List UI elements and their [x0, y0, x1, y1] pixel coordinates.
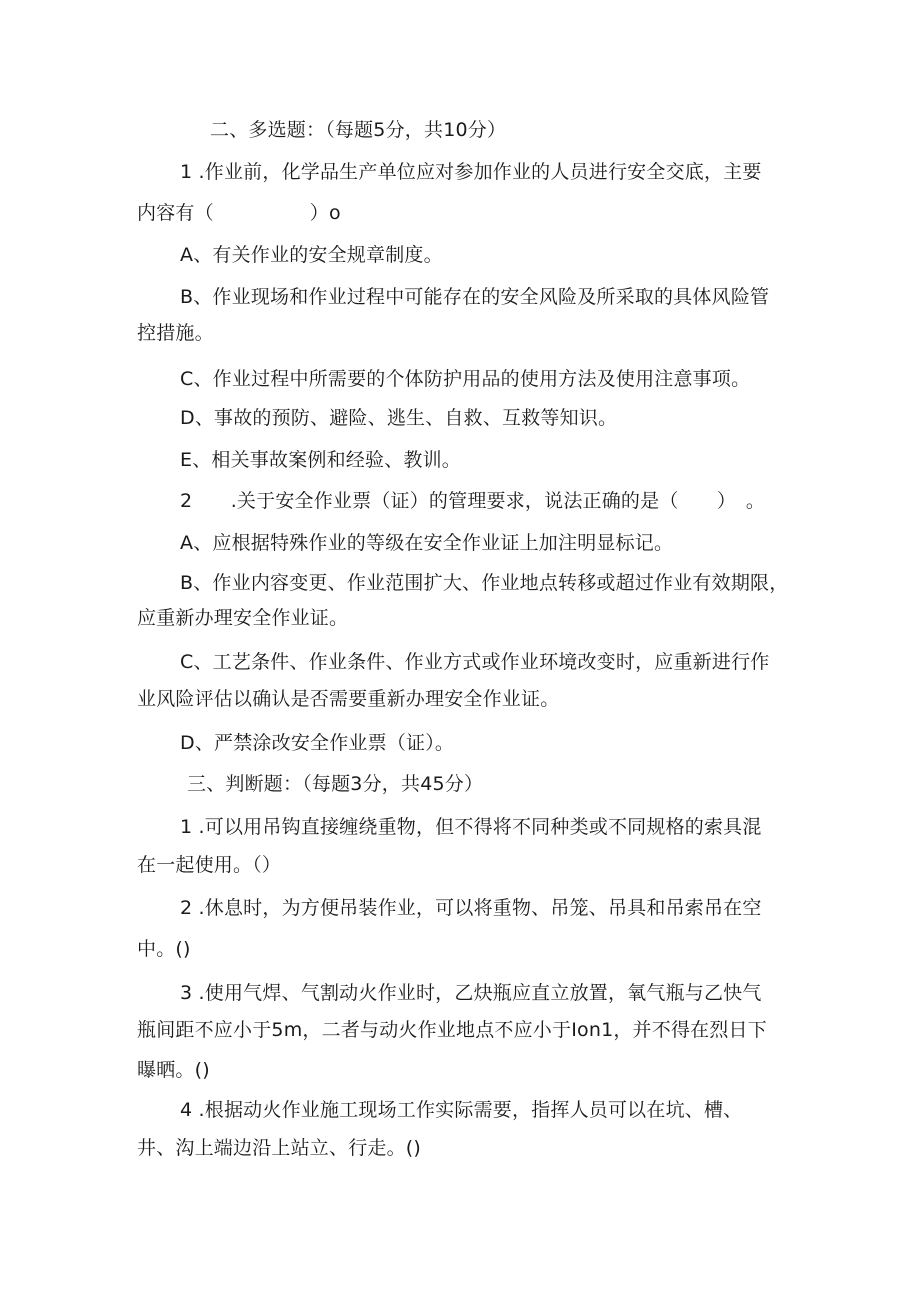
question-2-option-d: D、严禁涂改安全作业票（证）。 [180, 732, 455, 754]
question-1-text-line-2: 内容有（ ）o [137, 202, 341, 224]
judge-item-4-line-1: 4 .根据动火作业施工现场工作实际需要，指挥人员可以在坑、槽、 [180, 1099, 743, 1121]
question-2-option-c-line-2: 业风险评估以确认是否需要重新办理安全作业证。 [137, 688, 560, 710]
question-1-option-b-line-1: B、作业现场和作业过程中可能存在的安全风险及所采取的具体风险管 [180, 286, 770, 308]
question-2-option-b-line-1: B、作业内容变更、作业范围扩大、作业地点转移或超过作业有效期限， [180, 572, 789, 594]
question-1-option-e: E、相关事故案例和经验、教训。 [180, 449, 462, 471]
question-2-text: 2 .关于安全作业票（证）的管理要求，说法正确的是（ ） 。 [180, 490, 766, 512]
judge-item-2-line-2: 中。() [137, 938, 191, 960]
section-heading-true-false: 三、判断题：（每题3分，共45分） [187, 773, 484, 795]
judge-item-2-line-1: 2 .休息时，为方便吊装作业，可以将重物、吊笼、吊具和吊索吊在空 [180, 897, 762, 919]
question-1-option-d: D、事故的预防、避险、逃生、自救、互救等知识。 [180, 407, 618, 429]
judge-item-3-line-1: 3 .使用气焊、气割动火作业时，乙炔瓶应直立放置，氧气瓶与乙快气 [180, 982, 762, 1004]
question-2-option-a: A、应根据特殊作业的等级在安全作业证上加注明显标记。 [180, 532, 674, 554]
question-2-option-b-line-2: 应重新办理安全作业证。 [137, 607, 349, 629]
question-2-option-c-line-1: C、工艺条件、作业条件、作业方式或作业环境改变时，应重新进行作 [180, 651, 770, 673]
question-1-option-b-line-2: 控措施。 [137, 322, 214, 344]
question-1-option-c: C、作业过程中所需要的个体防护用品的使用方法及使用注意事项。 [180, 368, 751, 390]
judge-item-4-line-2: 井、沟上端边沿上站立、行走。() [137, 1137, 422, 1159]
judge-item-3-line-3: 曝晒。() [137, 1059, 210, 1081]
judge-item-1-line-1: 1 .可以用吊钩直接缠绕重物，但不得将不同种类或不同规格的索具混 [180, 816, 762, 838]
question-1-option-a: A、有关作业的安全规章制度。 [180, 244, 443, 266]
judge-item-3-line-2: 瓶间距不应小于5m，二者与动火作业地点不应小于Ion1，并不得在烈日下 [137, 1019, 767, 1041]
question-1-text-line-1: 1 .作业前，化学品生产单位应对参加作业的人员进行安全交底，主要 [180, 161, 762, 183]
section-heading-multi-choice: 二、多选题：（每题5分，共10分） [210, 119, 507, 141]
judge-item-1-line-2: 在一起使用。（） [137, 854, 282, 876]
